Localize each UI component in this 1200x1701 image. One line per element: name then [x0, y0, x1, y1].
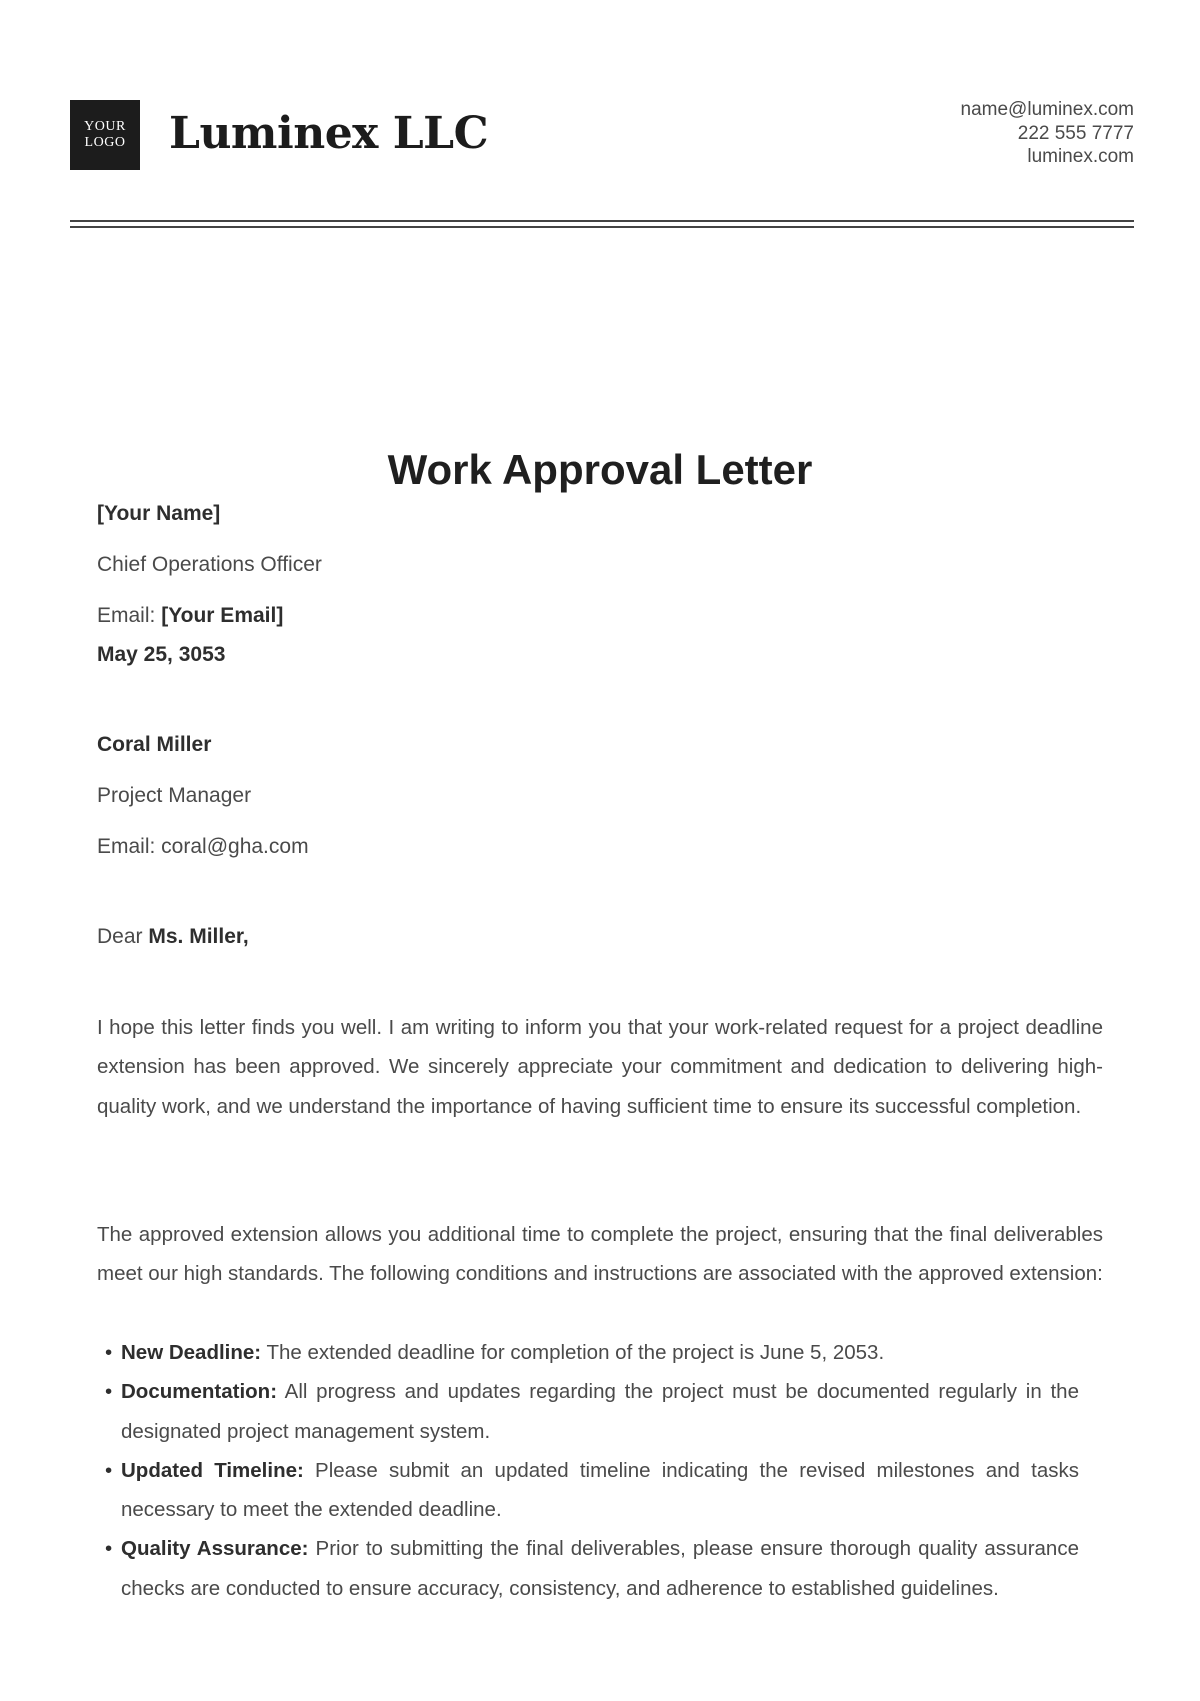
sender-position: Chief Operations Officer	[97, 553, 322, 576]
condition-text: The extended deadline for completion of the project is June 5, 2053.	[266, 1341, 885, 1364]
condition-label: Updated Timeline:	[121, 1458, 304, 1482]
paragraph-extension: The approved extension allows you additional time to complete the project, ensuring that the final deliverables meet our high standards. The following conditions and instructions are associated with the approved extension:	[97, 1223, 1103, 1286]
list-item	[97, 1529, 1103, 1608]
letterhead	[70, 100, 1134, 172]
sender-name: [Your Name]	[97, 502, 221, 525]
condition-text: Please submit an updated timeline indicating the revised milestones and tasks necessary to meet the extended deadline.	[121, 1458, 1079, 1522]
logo-line-1: YOUR	[84, 119, 126, 134]
company-contact	[961, 98, 1134, 169]
company-name: Luminex LLC	[169, 108, 489, 159]
condition-label: New Deadline:	[121, 1341, 262, 1364]
letter-title: Work Approval Letter	[387, 446, 813, 493]
sender-email	[97, 602, 283, 630]
company-phone: 222 555 7777	[1017, 122, 1134, 144]
condition-text: Prior to submitting the final deliverables, please ensure thorough quality assurance checks are conducted to ensure accuracy, consistency, and adherence to established guidelines.	[121, 1537, 1079, 1600]
company-logo	[70, 100, 140, 170]
sender-email-value: [Your Email]	[161, 604, 284, 627]
condition-text: All progress and updates regarding the project must be documented regularly in the designated project management system.	[121, 1380, 1079, 1443]
company-website: luminex.com	[1027, 146, 1134, 167]
company-email: name@luminex.com	[960, 99, 1134, 120]
sender-email-label: Email:	[97, 604, 156, 627]
header-divider-bottom	[70, 226, 1134, 228]
salutation	[97, 923, 249, 951]
condition-label: Quality Assurance:	[121, 1537, 309, 1561]
list-item	[97, 1451, 1103, 1530]
list-item	[97, 1372, 1103, 1451]
header-divider-top	[70, 220, 1134, 222]
letter-date: May 25, 3053	[97, 643, 226, 666]
paragraph-approval: I hope this letter finds you well. I am writing to inform you that your work-related request for a project deadline extension has been approved. We sincerely appreciate your commitment and dedication to delivering high-quality work, and we understand the importance of having sufficient time to ensure its successful completion.	[97, 1016, 1103, 1118]
recipient-email: Email: coral@gha.com	[97, 835, 309, 858]
recipient-name: Coral Miller	[97, 733, 212, 756]
recipient-position: Project Manager	[97, 784, 252, 807]
list-item	[97, 1333, 1103, 1372]
logo-line-2: LOGO	[84, 135, 126, 150]
salutation-name: Ms. Miller,	[148, 925, 249, 948]
condition-label: Documentation:	[121, 1380, 278, 1404]
salutation-prefix: Dear	[97, 925, 143, 948]
conditions-list	[97, 1333, 1103, 1608]
